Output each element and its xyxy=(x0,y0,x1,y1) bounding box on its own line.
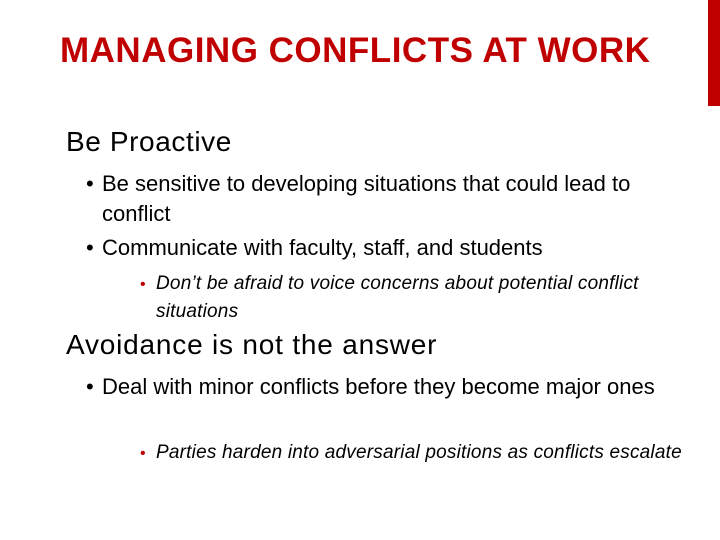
bullet-dot-icon: • xyxy=(140,445,146,462)
accent-bar xyxy=(708,0,720,106)
sub-bullet-text: Parties harden into adversarial positions as conflicts escalate xyxy=(156,442,682,463)
bullet-item xyxy=(86,169,702,229)
bullet-dot-icon: • xyxy=(140,276,146,293)
section-heading-avoidance: Avoidance is not the answer xyxy=(66,329,438,360)
bullet-dot-icon: • xyxy=(86,235,94,260)
slide-title: MANAGING CONFLICTS AT WORK xyxy=(60,31,651,70)
sub-bullet-text: Don’t be afraid to voice concerns about potential conflict situations xyxy=(156,273,639,322)
bullet-item xyxy=(86,372,702,402)
sub-bullet-item xyxy=(140,270,716,325)
bullet-dot-icon: • xyxy=(86,374,94,399)
bullet-item xyxy=(86,233,702,263)
section-heading-be-proactive: Be Proactive xyxy=(66,126,232,157)
bullet-text: Communicate with faculty, staff, and students xyxy=(102,235,543,260)
bullet-dot-icon: • xyxy=(86,171,94,196)
sub-bullet-item xyxy=(140,439,716,467)
bullet-text: Deal with minor conflicts before they become major ones xyxy=(102,374,655,399)
bullet-text: Be sensitive to developing situations that could lead to conflict xyxy=(102,171,631,226)
